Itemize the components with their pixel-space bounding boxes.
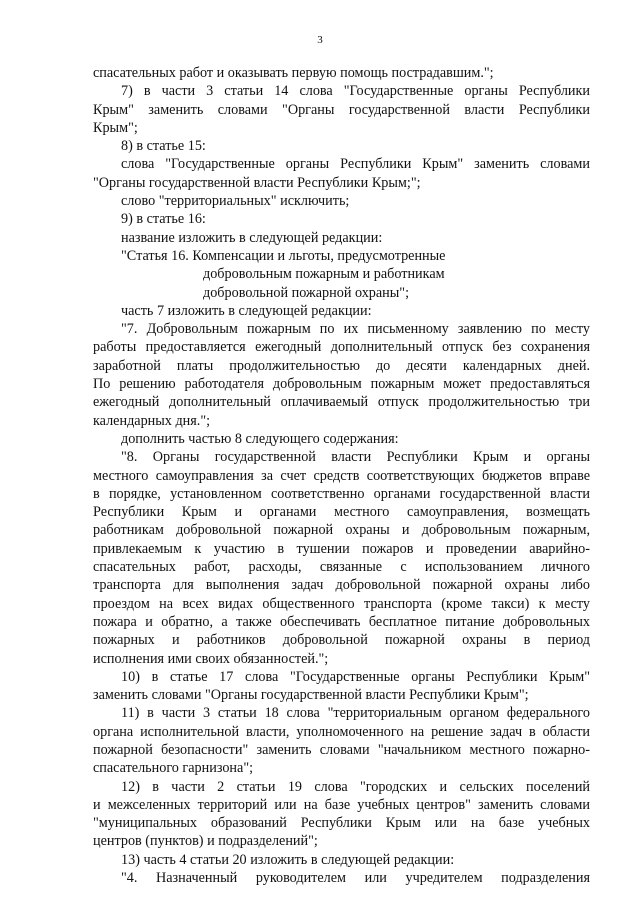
document-body (93, 64, 590, 887)
text-line: "7. Добровольным пожарным по их письменному заявлению по месту (121, 321, 590, 338)
text-line: заменить словами "Органы государственной власти Республики Крым"; (93, 687, 529, 704)
text-line: дополнить частью 8 следующего содержания: (121, 430, 399, 447)
text-line: добровольным пожарным и работникам (203, 266, 445, 283)
text-line: добровольной пожарной охраны"; (203, 284, 410, 301)
text-line: календарных дня."; (93, 412, 211, 429)
text-line: Крым"; (93, 119, 138, 136)
text-line: органа исполнительной власти, уполномоченного на решение задач в области (93, 723, 590, 740)
text-line: 7) в части 3 статьи 14 слова "Государственные органы Республики (121, 83, 590, 100)
text-line: местного самоуправления за счет средств соответствующих бюджетов вправе (93, 467, 590, 484)
text-line: "Органы государственной власти Республики Крым;"; (93, 174, 421, 191)
text-line: "8. Органы государственной власти Республики Крым и органы (121, 449, 590, 466)
text-line: центров (пунктов) и подразделений"; (93, 833, 318, 850)
text-line: спасательного гарнизона"; (93, 760, 254, 777)
text-line: транспорта для выполнения задач добровольной пожарной охраны либо (93, 577, 590, 594)
text-line: слова "Государственные органы Республики Крым" заменить словами (121, 156, 590, 173)
text-line: 10) в статье 17 слова "Государственные органы Республики Крым" (121, 668, 590, 685)
text-line: заработной платы продолжительностью до десяти календарных дней. (93, 357, 590, 374)
text-line: 8) в статье 15: (121, 138, 206, 155)
text-line: пожара и обратно, а также обеспечивать бесплатное питание добровольных (93, 613, 590, 630)
text-line: пожарных и работников добровольной пожарной охраны в период (93, 632, 590, 649)
text-line: 9) в статье 16: (121, 211, 206, 228)
text-line: спасательных работ и оказывать первую помощь пострадавшим."; (93, 65, 494, 81)
text-line: в порядке, установленном соответственно органами государственной власти (93, 485, 590, 502)
text-line: По решению работодателя добровольным пожарным может предоставляться (93, 376, 590, 393)
text-line: название изложить в следующей редакции: (121, 229, 383, 246)
text-line: "муниципальных образований Республики Крым или на базе учебных (93, 815, 590, 832)
text-line: слово "территориальных" исключить; (121, 193, 350, 210)
text-line: работы предоставляется ежегодный дополнительный отпуск без сохранения (93, 339, 590, 356)
text-line: "4. Назначенный руководителем или учредителем подразделения (121, 870, 590, 887)
text-line: 11) в части 3 статьи 18 слова "территориальным органом федерального (121, 705, 590, 722)
text-line: пожарной безопасности" заменить словами "начальником местного пожарно- (93, 741, 590, 758)
text-line: Крым" заменить словами "Органы государственной власти Республики (93, 101, 590, 118)
text-line: часть 7 изложить в следующей редакции: (121, 302, 372, 319)
text-line: 13) часть 4 статьи 20 изложить в следующей редакции: (121, 851, 455, 868)
text-line: и межселенных территорий или на базе учебных центров" заменить словами (93, 796, 590, 813)
text-line: "Статья 16. Компенсации и льготы, предусмотренные (121, 247, 446, 264)
text-line: ежегодный дополнительный оплачиваемый отпуск продолжительностью три (93, 394, 590, 411)
text-line: Республики Крым и органами местного самоуправления, возмещать (93, 504, 590, 521)
text-line: исполнения ими своих обязанностей."; (93, 650, 329, 667)
text-line: спасательных работ, расходы, связанные с использованием личного (93, 559, 590, 576)
text-line: 12) в части 2 статьи 19 слова "городских и сельских поселений (121, 778, 590, 795)
page-number: 3 (317, 34, 323, 46)
text-line: работникам добровольной пожарной охраны и добровольным пожарным, (93, 522, 590, 539)
text-line: привлекаемым к участию в тушении пожаров и проведении аварийно- (93, 540, 590, 557)
text-line: проездом на всех видах общественного транспорта (кроме такси) к месту (93, 595, 590, 612)
